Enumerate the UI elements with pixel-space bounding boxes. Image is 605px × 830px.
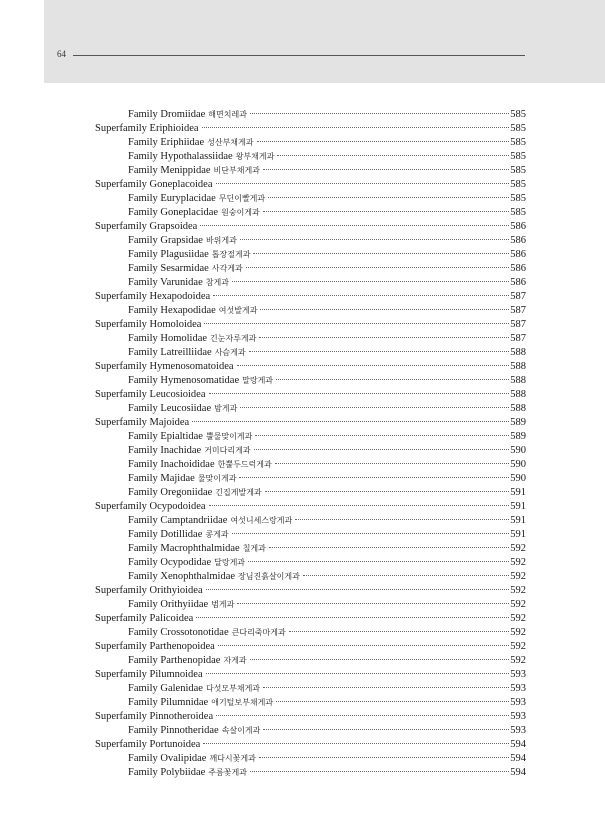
entry-korean-name: 자게과 bbox=[223, 656, 247, 665]
toc-entry-superfamily[interactable] bbox=[95, 612, 526, 626]
toc-entry-family[interactable] bbox=[95, 374, 526, 388]
entry-name: Family Goneplacidae bbox=[128, 207, 219, 218]
entry-page-number: 587 bbox=[510, 291, 526, 302]
entry-korean-name: 칠게과 bbox=[242, 544, 266, 553]
entry-korean-name: 바위게과 bbox=[205, 236, 237, 245]
entry-name: Family Ocypodidae bbox=[128, 557, 212, 568]
toc-entry-family[interactable] bbox=[95, 472, 526, 486]
entry-name: Family Oregoniidae bbox=[128, 487, 213, 498]
entry-korean-name: 콩게과 bbox=[205, 530, 229, 539]
entry-page-number: 588 bbox=[510, 389, 526, 400]
entry-name: Family Plagusiidae bbox=[128, 249, 209, 260]
entry-page-number: 589 bbox=[510, 431, 526, 442]
entry-page-number: 594 bbox=[510, 767, 526, 778]
entry-name: Family Hymenosomatidae bbox=[128, 375, 240, 386]
entry-page-number: 588 bbox=[510, 403, 526, 414]
entry-page-number: 591 bbox=[510, 515, 526, 526]
entry-page-number: 592 bbox=[510, 543, 526, 554]
entry-page-number: 593 bbox=[510, 697, 526, 708]
entry-page-number: 588 bbox=[510, 375, 526, 386]
entry-page-number: 591 bbox=[510, 501, 526, 512]
toc-entry-family[interactable] bbox=[95, 108, 526, 122]
toc-entry-family[interactable] bbox=[95, 682, 526, 696]
entry-page-number: 593 bbox=[510, 725, 526, 736]
entry-korean-name: 물맞이게과 bbox=[197, 474, 237, 483]
entry-page-number: 585 bbox=[510, 207, 526, 218]
toc-entry-family[interactable] bbox=[95, 150, 526, 164]
toc-entry-family[interactable] bbox=[95, 542, 526, 556]
entry-korean-name: 거미다리게과 bbox=[204, 446, 251, 455]
entry-korean-name: 주름꽃게과 bbox=[208, 768, 247, 777]
entry-name: Superfamily Grapsoidea bbox=[95, 221, 198, 232]
dot-leader bbox=[206, 673, 510, 674]
entry-page-number: 586 bbox=[510, 263, 526, 274]
toc-entry-family[interactable] bbox=[95, 556, 526, 570]
entry-page-number: 592 bbox=[510, 557, 526, 568]
toc-entry-superfamily[interactable] bbox=[95, 668, 526, 682]
entry-page-number: 585 bbox=[510, 151, 526, 162]
entry-name: Superfamily Hexapodoidea bbox=[95, 291, 211, 302]
entry-page-number: 592 bbox=[510, 655, 526, 666]
entry-page-number: 591 bbox=[510, 529, 526, 540]
toc-entry-superfamily[interactable] bbox=[95, 738, 526, 752]
toc-entry-family[interactable] bbox=[95, 332, 526, 346]
entry-page-number: 594 bbox=[510, 739, 526, 750]
entry-name: Family Orithyiidae bbox=[128, 599, 209, 610]
dot-leader bbox=[263, 729, 509, 730]
entry-korean-name: 성산부채게과 bbox=[207, 138, 254, 147]
entry-name: Family Hypothalassiidae bbox=[128, 151, 233, 162]
entry-korean-name: 다섯모부채게과 bbox=[205, 684, 261, 693]
toc-entry-family[interactable] bbox=[95, 234, 526, 248]
dot-leader bbox=[204, 323, 509, 324]
dot-leader bbox=[206, 589, 510, 590]
dot-leader bbox=[253, 253, 509, 254]
dot-leader bbox=[276, 701, 509, 702]
entry-name: Superfamily Parthenopoidea bbox=[95, 641, 215, 652]
toc-entry-family[interactable] bbox=[95, 598, 526, 612]
toc-entry-superfamily[interactable] bbox=[95, 360, 526, 374]
entry-name: Superfamily Portunoidea bbox=[95, 739, 201, 750]
entry-korean-name: 깨다시꽃게과 bbox=[209, 754, 256, 763]
toc-entry-family[interactable] bbox=[95, 402, 526, 416]
entry-korean-name: 무딘이빨게과 bbox=[218, 194, 266, 203]
dot-leader bbox=[269, 547, 509, 548]
dot-leader bbox=[263, 687, 509, 688]
entry-page-number: 593 bbox=[510, 711, 526, 722]
toc-entry-superfamily[interactable] bbox=[95, 318, 526, 332]
entry-name: Superfamily Orithyioidea bbox=[95, 585, 203, 596]
toc-entry-family[interactable] bbox=[95, 164, 526, 178]
dot-leader bbox=[276, 379, 509, 380]
toc-entry-family[interactable] bbox=[95, 192, 526, 206]
dot-leader bbox=[295, 519, 509, 520]
toc-entry-family[interactable] bbox=[95, 528, 526, 542]
entry-name: Family Euryplacidae bbox=[128, 193, 216, 204]
entry-page-number: 585 bbox=[510, 123, 526, 134]
dot-leader bbox=[260, 309, 509, 310]
entry-page-number: 586 bbox=[510, 277, 526, 288]
dot-leader bbox=[268, 197, 509, 198]
entry-page-number: 590 bbox=[510, 459, 526, 470]
toc-entry-family[interactable] bbox=[95, 626, 526, 640]
entry-name: Superfamily Goneplacoidea bbox=[95, 179, 213, 190]
entry-name: Family Menippidae bbox=[128, 165, 211, 176]
entry-korean-name: 한뿔두드럭게과 bbox=[217, 460, 272, 469]
entry-page-number: 589 bbox=[510, 417, 526, 428]
entry-name: Superfamily Ocypodoidea bbox=[95, 501, 206, 512]
entry-name: Family Camptandriidae bbox=[128, 515, 228, 526]
entry-page-number: 588 bbox=[510, 347, 526, 358]
dot-leader bbox=[209, 393, 510, 394]
entry-name: Family Ovalipidae bbox=[128, 753, 207, 764]
dot-leader bbox=[239, 477, 509, 478]
toc-entry-family[interactable] bbox=[95, 570, 526, 584]
toc-entry-superfamily[interactable] bbox=[95, 220, 526, 234]
entry-page-number: 591 bbox=[510, 487, 526, 498]
entry-page-number: 592 bbox=[510, 641, 526, 652]
dot-leader bbox=[248, 561, 509, 562]
entry-page-number: 594 bbox=[510, 753, 526, 764]
dot-leader bbox=[263, 211, 510, 212]
toc-entry-superfamily[interactable] bbox=[95, 584, 526, 598]
dot-leader bbox=[196, 617, 509, 618]
entry-name: Family Inachoididae bbox=[128, 459, 215, 470]
toc-entry-superfamily[interactable] bbox=[95, 122, 526, 136]
entry-korean-name: 왕부채게과 bbox=[235, 152, 275, 161]
dot-leader bbox=[240, 407, 509, 408]
toc-entry-family[interactable] bbox=[95, 514, 526, 528]
entry-name: Superfamily Majoidea bbox=[95, 417, 190, 428]
toc-entry-family[interactable] bbox=[95, 696, 526, 710]
entry-page-number: 585 bbox=[510, 109, 526, 120]
entry-name: Family Hexapodidae bbox=[128, 305, 216, 316]
entry-korean-name: 원숭이게과 bbox=[221, 208, 260, 217]
entry-page-number: 587 bbox=[510, 319, 526, 330]
entry-page-number: 592 bbox=[510, 585, 526, 596]
entry-name: Family Parthenopidae bbox=[128, 655, 221, 666]
table-of-contents bbox=[95, 108, 526, 780]
toc-entry-family[interactable] bbox=[95, 486, 526, 500]
entry-name: Family Leucosiidae bbox=[128, 403, 212, 414]
entry-name: Superfamily Hymenosomatoidea bbox=[95, 361, 234, 372]
entry-name: Family Xenophthalmidae bbox=[128, 571, 236, 582]
entry-korean-name: 해면치레과 bbox=[208, 110, 247, 119]
entry-name: Family Majidae bbox=[128, 473, 195, 484]
entry-korean-name: 사각게과 bbox=[211, 264, 243, 273]
dot-leader bbox=[275, 463, 510, 464]
entry-page-number: 586 bbox=[510, 249, 526, 260]
dot-leader bbox=[255, 435, 509, 436]
dot-leader bbox=[289, 631, 510, 632]
entry-korean-name: 밤게과 bbox=[214, 404, 238, 413]
dot-leader bbox=[303, 575, 509, 576]
toc-entry-superfamily[interactable] bbox=[95, 640, 526, 654]
dot-leader bbox=[240, 239, 509, 240]
toc-entry-family[interactable] bbox=[95, 304, 526, 318]
entry-page-number: 585 bbox=[510, 165, 526, 176]
entry-page-number: 588 bbox=[510, 361, 526, 372]
toc-entry-superfamily[interactable] bbox=[95, 290, 526, 304]
dot-leader bbox=[259, 757, 509, 758]
entry-page-number: 585 bbox=[510, 193, 526, 204]
entry-korean-name: 달랑게과 bbox=[214, 558, 246, 567]
toc-entry-superfamily[interactable] bbox=[95, 178, 526, 192]
entry-korean-name: 범게과 bbox=[211, 600, 235, 609]
dot-leader bbox=[232, 281, 509, 282]
entry-korean-name: 긴집게발게과 bbox=[215, 488, 262, 497]
entry-name: Family Varunidae bbox=[128, 277, 203, 288]
dot-leader bbox=[237, 603, 509, 604]
entry-name: Superfamily Pilumnoidea bbox=[95, 669, 203, 680]
toc-entry-superfamily[interactable] bbox=[95, 388, 526, 402]
entry-page-number: 586 bbox=[510, 221, 526, 232]
toc-entry-family[interactable] bbox=[95, 724, 526, 738]
toc-entry-family[interactable] bbox=[95, 654, 526, 668]
entry-name: Superfamily Homoloidea bbox=[95, 319, 202, 330]
dot-leader bbox=[202, 127, 510, 128]
dot-leader bbox=[209, 505, 510, 506]
entry-name: Family Macrophthalmidae bbox=[128, 543, 240, 554]
toc-entry-family[interactable] bbox=[95, 458, 526, 472]
dot-leader bbox=[203, 743, 509, 744]
toc-entry-family[interactable] bbox=[95, 262, 526, 276]
entry-name: Superfamily Palicoidea bbox=[95, 613, 194, 624]
entry-page-number: 592 bbox=[510, 599, 526, 610]
entry-name: Family Eriphiidae bbox=[128, 137, 205, 148]
dot-leader bbox=[249, 351, 510, 352]
dot-leader bbox=[192, 421, 509, 422]
entry-korean-name: 뿔물맞이게과 bbox=[205, 432, 253, 441]
toc-entry-family[interactable] bbox=[95, 248, 526, 262]
entry-korean-name: 속살이게과 bbox=[221, 726, 261, 735]
toc-entry-family[interactable] bbox=[95, 276, 526, 290]
toc-entry-superfamily[interactable] bbox=[95, 500, 526, 514]
entry-name: Family Galenidae bbox=[128, 683, 203, 694]
entry-name: Superfamily Leucosioidea bbox=[95, 389, 206, 400]
toc-entry-family[interactable] bbox=[95, 136, 526, 150]
entry-page-number: 593 bbox=[510, 669, 526, 680]
entry-page-number: 587 bbox=[510, 305, 526, 316]
dot-leader bbox=[237, 365, 510, 366]
entry-name: Family Inachidae bbox=[128, 445, 202, 456]
header-rule bbox=[73, 55, 525, 56]
entry-page-number: 592 bbox=[510, 627, 526, 638]
toc-entry-family[interactable] bbox=[95, 346, 526, 360]
entry-name: Family Latreilliidae bbox=[128, 347, 212, 358]
toc-entry-family[interactable] bbox=[95, 444, 526, 458]
entry-name: Family Pilumnidae bbox=[128, 697, 209, 708]
toc-entry-family[interactable] bbox=[95, 752, 526, 766]
entry-korean-name: 비단부채게과 bbox=[213, 166, 260, 175]
toc-entry-family[interactable] bbox=[95, 430, 526, 444]
dot-leader bbox=[200, 225, 509, 226]
dot-leader bbox=[250, 771, 509, 772]
dot-leader bbox=[246, 267, 510, 268]
entry-page-number: 590 bbox=[510, 445, 526, 456]
dot-leader bbox=[250, 113, 509, 114]
toc-entry-superfamily[interactable] bbox=[95, 710, 526, 724]
entry-page-number: 592 bbox=[510, 571, 526, 582]
entry-korean-name: 여섯니세스랑게과 bbox=[230, 516, 293, 525]
entry-page-number: 587 bbox=[510, 333, 526, 344]
dot-leader bbox=[259, 337, 509, 338]
entry-name: Family Sesarmidae bbox=[128, 263, 209, 274]
entry-korean-name: 큰다리죽마게과 bbox=[231, 628, 286, 637]
page-header-band bbox=[44, 0, 605, 83]
entry-korean-name: 긴눈자루게과 bbox=[210, 334, 257, 343]
dot-leader bbox=[277, 155, 509, 156]
toc-entry-superfamily[interactable] bbox=[95, 416, 526, 430]
page-number: 64 bbox=[57, 49, 66, 59]
entry-page-number: 585 bbox=[510, 137, 526, 148]
entry-page-number: 593 bbox=[510, 683, 526, 694]
dot-leader bbox=[257, 141, 510, 142]
entry-name: Superfamily Pinnotheroidea bbox=[95, 711, 214, 722]
dot-leader bbox=[216, 715, 509, 716]
entry-name: Family Polybiidae bbox=[128, 767, 206, 778]
entry-korean-name: 톱장절게과 bbox=[211, 250, 251, 259]
entry-korean-name: 장님진흙살이게과 bbox=[238, 572, 300, 581]
entry-name: Family Epialtidae bbox=[128, 431, 203, 442]
toc-entry-family[interactable] bbox=[95, 206, 526, 220]
dot-leader bbox=[218, 645, 509, 646]
entry-page-number: 592 bbox=[510, 613, 526, 624]
entry-korean-name: 말랑게과 bbox=[242, 376, 274, 385]
toc-entry-family[interactable] bbox=[95, 766, 526, 780]
entry-name: Family Grapsidae bbox=[128, 235, 203, 246]
entry-korean-name: 여섯발게과 bbox=[218, 306, 258, 315]
entry-name: Superfamily Eriphioidea bbox=[95, 123, 199, 134]
dot-leader bbox=[263, 169, 509, 170]
dot-leader bbox=[265, 491, 510, 492]
dot-leader bbox=[232, 533, 510, 534]
entry-name: Family Dotillidae bbox=[128, 529, 203, 540]
entry-page-number: 590 bbox=[510, 473, 526, 484]
entry-korean-name: 애기털보부채게과 bbox=[211, 698, 274, 707]
dot-leader bbox=[216, 183, 510, 184]
entry-name: Family Crossotonotidae bbox=[128, 627, 229, 638]
entry-korean-name: 사슴게과 bbox=[214, 348, 246, 357]
entry-name: Family Dromiidae bbox=[128, 109, 206, 120]
entry-name: Family Homolidae bbox=[128, 333, 208, 344]
dot-leader bbox=[250, 659, 510, 660]
entry-name: Family Pinnotheridae bbox=[128, 725, 219, 736]
dot-leader bbox=[254, 449, 510, 450]
entry-page-number: 585 bbox=[510, 179, 526, 190]
dot-leader bbox=[213, 295, 509, 296]
entry-page-number: 586 bbox=[510, 235, 526, 246]
entry-korean-name: 참게과 bbox=[205, 278, 229, 287]
